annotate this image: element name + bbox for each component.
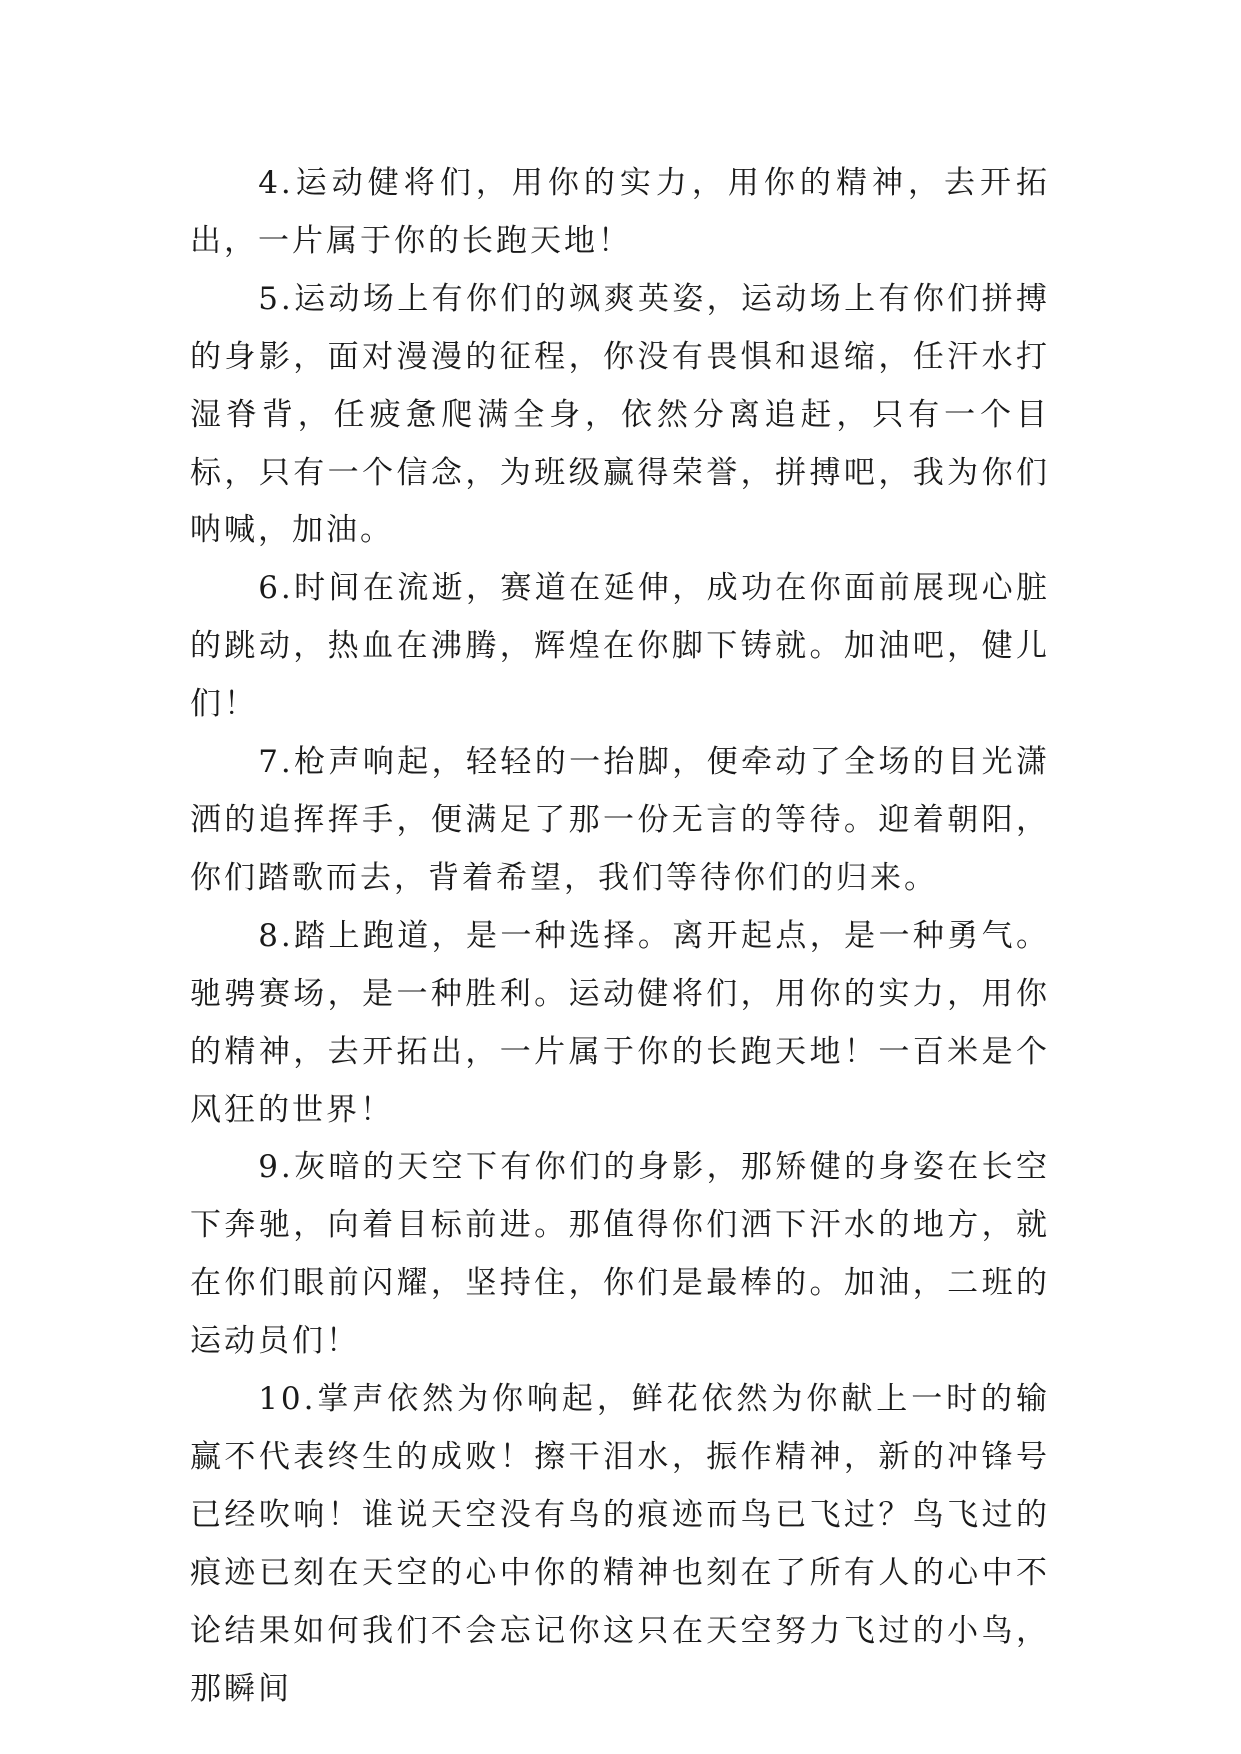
paragraph-4: 4.运动健将们，用你的实力，用你的精神，去开拓出，一片属于你的长跑天地！: [190, 165, 1050, 259]
paragraph-9: 9.灰暗的天空下有你们的身影，那矫健的身姿在长空下奔驰，向着目标前进。那值得你们洒下汗水的地方，就在你们眼前闪耀，坚持住，你们是最棒的。加油，二班的运动员们！: [190, 1149, 1050, 1360]
paragraph-7: 7.枪声响起，轻轻的一抬脚，便牵动了全场的目光潇洒的追挥挥手，便满足了那一份无言的等待。迎着朝阳，你们踏歌而去，背着希望，我们等待你们的归来。: [190, 744, 1050, 896]
paragraph-8: 8.踏上跑道，是一种选择。离开起点，是一种勇气。驰骋赛场，是一种胜利。运动健将们，用你的实力，用你的精神，去开拓出，一片属于你的长跑天地！一百米是个风狂的世界！: [190, 917, 1050, 1128]
document-body: [190, 155, 1050, 1718]
paragraph-10: 10.掌声依然为你响起，鲜花依然为你献上一时的输赢不代表终生的成败！擦干泪水，振作精神，新的冲锋号已经吹响！谁说天空没有鸟的痕迹而鸟已飞过？鸟飞过的痕迹已刻在天空的心中你的精神也刻在了所有人的心中不论结果如何我们不会忘记你这只在天空努力飞过的小鸟，那瞬间: [190, 1381, 1050, 1707]
paragraph-6: 6.时间在流逝，赛道在延伸，成功在你面前展现心脏的跳动，热血在沸腾，辉煌在你脚下铸就。加油吧，健儿们！: [190, 570, 1050, 723]
paragraph-5: 5.运动场上有你们的飒爽英姿，运动场上有你们拼搏的身影，面对漫漫的征程，你没有畏惧和退缩，任汗水打湿脊背，任疲惫爬满全身，依然分离追赶，只有一个目标，只有一个信念，为班级赢得荣誉，拼搏吧，我为你们呐喊，加油。: [190, 280, 1050, 549]
